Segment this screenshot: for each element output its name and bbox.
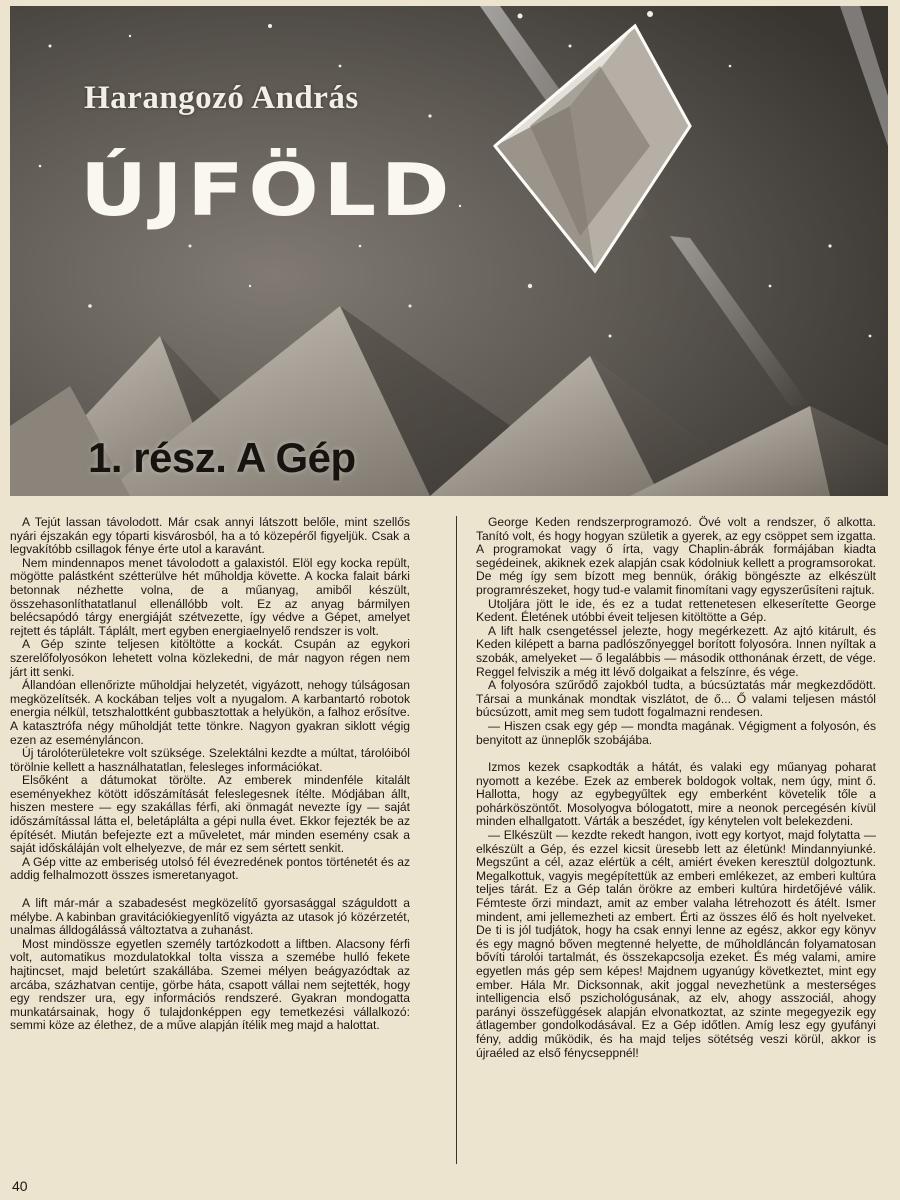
paragraph: A lift halk csengetéssel jelezte, hogy megérkezett. Az ajtó kitárult, és Keden kilépett a barna padlószőnyeggel borított folyosóra. Innen nyíltak a szobák, amelyeket — ő legalábbis — második otthonának érzett, de vége. Reggel felviszik a még itt lévő dolgaikat a felszínre, és vége.	[476, 623, 876, 679]
paragraph: Új tárolóterületekre volt szüksége. Szelektálni kezdte a múltat, tárolóiból törölnie kellett a használhatatlan, felesleges információkat.	[10, 746, 410, 774]
paragraph: A lift már-már a szabadesést megközelítő gyorsasággal száguldott a mélybe. A kabinban gravitációkiegyenlítő vigyázta az utasok jó közérzetét, unalmas álldogálássá változtatva a zuhanást.	[10, 896, 410, 938]
paragraph: — Hiszen csak egy gép — mondta magának. Végigment a folyosón, és benyitott az ünneplők szobájába.	[476, 718, 876, 747]
paragraph: Állandóan ellenőrizte műholdjai helyzetét, vigyázott, nehogy túlságosan megközelítsék. A kockában teljes volt a nyugalom. A karbantartó robotok energia nélkül, tetszhalottként gubbasztottak a helyükön, a falhoz erősítve. A katasztrófa négy műholdját tette tönkre. Nagyon gyakran siklott végig ezen az eseményláncon.	[10, 678, 410, 747]
paragraph: — Elkészült — kezdte rekedt hangon, ivott egy kortyot, majd folytatta — elkészült a Gép, és ezzel kicsit üresebb lett az életünk! Mindannyiunké. Megszűnt a cél, azaz elértük a célt, amiért éveken keresztül dolgoztunk. Megalkottuk, vagyis megépítettük az emberi emlékezet, az emberi kultúra teljes tárát. Ez a Gép talán örökre az emberi kultúra hirdetőjévé válik. Fémteste őrzi mindazt, amit az ember valaha létrehozott és átélt. Ismer mindent, ami jellemezheti az embert. Érti az összes élő és holt nyelveket. De ti is jól tudjátok, hogy ha csak ennyi lenne az egész, akkor egy könyv és egy magnó bőven megtenné helyette, de műholdláncán folyamatosan bővíti tárolói tartalmát, és összekapcsolja ezeket. És még valami, amire egyetlen más gép sem képes! Majdnem ugyanúgy következtet, mint egy ember. Hála Mr. Dicksonnak, akit joggal nevezhetünk a mesterséges intelligencia első pszichológusának, az elv, ahogy asszociál, ahogy parányi összefüggések alapján elvonatkoztat, az szinte megegyezik egy átlagember gondolkodásával. Ez a Gép időtlen. Amíg lesz egy gyufányi fény, addig működik, és ha majd teljes sötétség veszi körül, akkor is újraéled az első fénycseppnél!	[476, 828, 876, 1060]
paragraph: Elsőként a dátumokat törölte. Az emberek mindenféle kitalált eseményekhez kötött időszámítását feleslegesnek ítélte. Módjában állt, hiszen mestere — egy szakállas férfi, aki önmagát nevezte így — saját időszámítással látta el, beletáplálta a gépi nulla évet. Ekkor fejezték be az építését. Miután befejezte ezt a műveletet, már minden esemény csak a saját időskáláján volt elhelyezve, de már ez sem sértett senkit.	[10, 773, 410, 856]
column-divider	[456, 516, 457, 1164]
cover-illustration	[10, 6, 888, 496]
paragraph: Izmos kezek csapkodták a hátát, és valaki egy műanyag poharat nyomott a kezébe. Ezek az emberek boldogok voltak, nem úgy, mint ő. Hallotta, hogy az egybegyűltek egy emberként követelik tőle a pohárköszöntőt. Mosolyogva bólogatott, mire a neonok percegésén kívül minden elhallgatott. Várták a beszédet, így kénytelen volt belekezdeni.	[476, 760, 876, 829]
right-column	[476, 516, 876, 1060]
paragraph: A Gép szinte teljesen kitöltötte a kockát. Csupán az egykori szerelőfolyosókon lehetett volna közlekedni, de már nagyon régen nem járt itt senki.	[10, 637, 410, 679]
story-title: ÚJFÖLD	[80, 148, 455, 232]
paragraph: Utoljára jött le ide, és ez a tudat rettenetesen elkeserítette George Kedent. Életének utóbbi éveit teljesen kitöltötte a Gép.	[476, 596, 876, 625]
page-number: 40	[12, 1178, 28, 1194]
paragraph: Nem mindennapos menet távolodott a galaxistól. Elöl egy kocka repült, mögötte palástként szétterülve hét műholdja követte. A kocka falait bárki betonnak nézhette volna, de a műanyag, amiből készült, összehasonlíthatatlanul ellenállóbb volt. Ez az anyag bármilyen belécsapódó tárgy energiáját szétvezette, így védve a Gépet, amelyet rejtett és táplált. Táplált, mert egyben energiaelnyelő rendszer is volt.	[10, 555, 410, 638]
paragraph: A Tejút lassan távolodott. Már csak annyi látszott belőle, mint szellős nyári éjszakán egy tóparti kisvárosból, ha a tó közepéről figyeljük. Csak a legvakítóbb csillagok fénye érte utol a karavánt.	[10, 515, 410, 557]
paragraph: George Keden rendszerprogramozó. Övé volt a rendszer, ő alkotta. Tanító volt, és hogy hogyan születik a gyerek, az egy csöppet sem izgatta. A programokat vagy ő írta, vagy Chaplin-ábrák formájában kiadta segédeinek, akiknek ezek alapján csak kódolniuk kellett a programsorokat. De még így sem bízott meg bennük, órákig böngészte az elkészült programrészeket, hogy tud-e valamit finomítani vagy egyszerűsíteni rajtuk.	[476, 515, 876, 597]
paragraph: A folyosóra szűrődő zajokból tudta, a búcsúztatás már megkezdődött. Társai a munkának mondtak viszlátot, de ő... Ő valami teljesen mástól búcsúzott, amit meg sem tudott fogalmazni rendesen.	[476, 678, 876, 720]
left-column	[10, 516, 410, 1033]
paragraph: A Gép vitte az emberiség utolsó fél évezredének pontos történetét és az addig felhalmozott összes ismeretanyagot.	[10, 854, 410, 883]
part-heading: 1. rész. A Gép	[88, 434, 356, 481]
paragraph: Most mindössze egyetlen személy tartózkodott a liftben. Alacsony férfi volt, automatikus mozdulatokkal tolta vissza a szemébe hulló fekete hajtincset, majd beletúrt szakállába. Szemei mélyen beágyazódtak az arcába, százhatvan centije, görbe háta, csapott vállai nem sejtették, hogy egy rendszer ura, egy információs rendszeré. Gyakran mondogatta munkatársainak, hogy ő tulajdonképpen egy temetkezési vállalkozó: semmi köze az élethez, de a műve alapján ítélik meg majd a halottat.	[10, 936, 410, 1033]
author-name: Harangozó András	[84, 80, 359, 116]
article-body	[10, 516, 890, 1166]
